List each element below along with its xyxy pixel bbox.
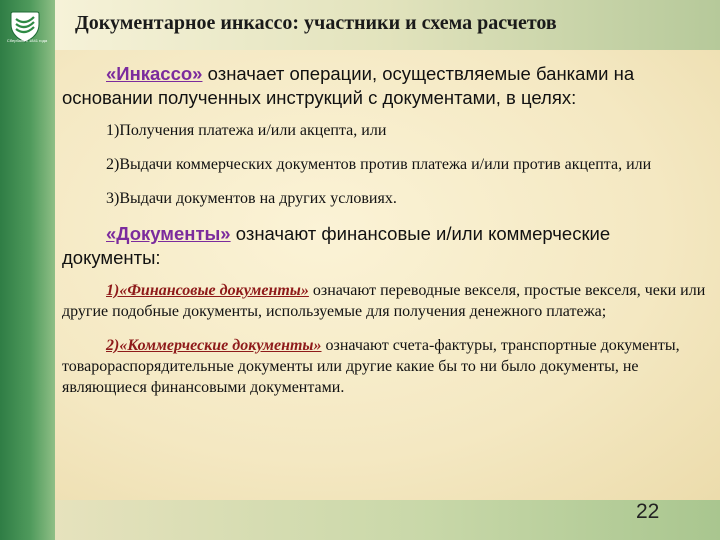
left-decorative-bar xyxy=(0,0,55,540)
paragraph-documents xyxy=(62,222,710,270)
logo-caption: Сбербанк с 1841 года xyxy=(6,38,48,43)
paragraph-documents-text: означают финансовые и/или коммерческие документы: xyxy=(62,223,611,268)
slide-body xyxy=(62,62,710,398)
page-number: 22 xyxy=(636,500,660,523)
footer-bar xyxy=(55,500,720,540)
term-financial-documents: 1)«Финансовые документы» xyxy=(106,282,309,299)
page-title: Документарное инкассо: участники и схема расчетов xyxy=(75,12,557,34)
list-item-1: 1)Получения платежа и/или акцепта, или xyxy=(106,122,387,139)
doc-item-financial xyxy=(62,280,710,322)
term-commercial-documents: 2)«Коммерческие документы» xyxy=(106,337,322,354)
list-item-3: 3)Выдачи документов на других условиях. xyxy=(106,190,397,207)
doc-item-commercial xyxy=(62,335,710,398)
doc-item-financial-text: означают переводные векселя, простые векселя, чеки или другие подобные документы, используемые для получения денежного платежа; xyxy=(62,282,706,320)
term-documents: «Документы» xyxy=(106,223,231,244)
list-item-2: 2)Выдачи коммерческих документов против платежа и/или против акцепта, или xyxy=(106,156,652,173)
paragraph-inkasso xyxy=(62,62,710,110)
doc-item-commercial-text: означают счета-фактуры, транспортные документы, товарораспорядительные документы или другие какие бы то ни было документы, не являющиеся финансовыми документами. xyxy=(62,337,680,396)
term-inkasso: «Инкассо» xyxy=(106,63,203,84)
paragraph-inkasso-text: означает операции, осуществляемые банками на основании полученных инструкций с документами, в целях: xyxy=(62,63,635,108)
